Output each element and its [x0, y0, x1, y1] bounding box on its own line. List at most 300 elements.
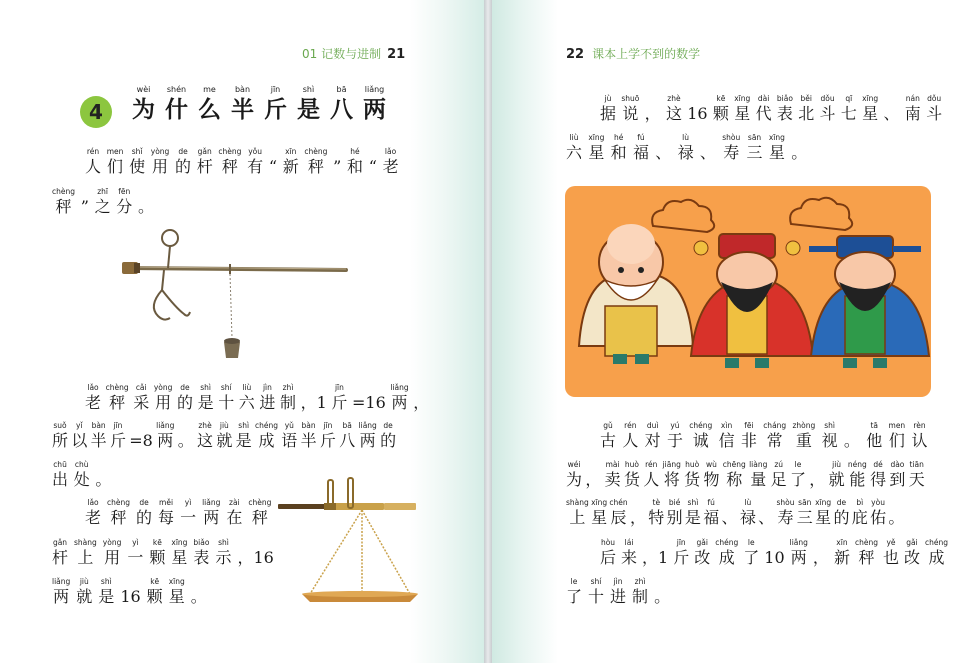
ruby-char: [133, 382, 149, 413]
hanzi: 就: [216, 431, 233, 450]
ruby-char: [905, 93, 921, 124]
ruby-char: [110, 420, 126, 451]
hanzi: 老: [85, 393, 102, 412]
ruby-char: [136, 497, 152, 528]
hanzi: 于: [666, 431, 683, 450]
ruby-char: [740, 497, 756, 528]
pinyin: shì: [238, 421, 250, 430]
pinyin: liù: [242, 383, 252, 392]
hanzi: 是: [235, 431, 252, 450]
pinyin: me: [203, 85, 216, 94]
hanzi: 是: [297, 97, 320, 123]
ruby-char: [833, 497, 849, 528]
ruby-char: [722, 497, 738, 528]
text-line: [85, 146, 399, 177]
hanzi: 是: [197, 393, 214, 412]
pinyin: dǒu: [927, 94, 942, 103]
hanzi: 分: [116, 197, 133, 216]
pinyin: liǎng: [52, 577, 71, 586]
ruby-char: [758, 497, 774, 528]
hanzi: 秤: [55, 197, 72, 216]
ruby-char: [301, 420, 317, 451]
hanzi: 这: [665, 104, 682, 123]
ruby-char: [566, 459, 582, 490]
hanzi: 六: [238, 393, 255, 412]
hanzi: 老: [85, 508, 102, 527]
hanzi: ”: [80, 197, 89, 216]
hanzi: 来: [621, 548, 638, 567]
hanzi: 南: [904, 104, 921, 123]
pinyin: chū: [53, 460, 67, 469]
ruby-char: [749, 459, 767, 490]
hanzi: 的: [175, 157, 192, 176]
pinyin: yǐ: [76, 421, 83, 430]
pinyin: xīng: [171, 538, 188, 547]
hanzi: 表: [776, 104, 793, 123]
ruby-char: [622, 420, 638, 451]
hanzi: 星: [862, 104, 879, 123]
pinyin: men: [106, 147, 124, 156]
hanzi: 斗: [819, 104, 836, 123]
pinyin: rén: [645, 460, 658, 469]
pinyin: měi: [159, 498, 174, 507]
hanzi: 特: [648, 508, 665, 527]
ruby-char: [815, 497, 831, 528]
pinyin: liǎng: [789, 538, 808, 547]
pinyin: le: [747, 538, 755, 547]
hanzi: 斤: [331, 393, 348, 412]
ruby-char: [347, 146, 363, 177]
ruby-char: [713, 93, 729, 124]
hanzi: 斤: [109, 431, 126, 450]
text-line: [600, 420, 928, 451]
ruby-char: [138, 186, 154, 217]
ruby-char: [883, 93, 899, 124]
hanzi: 秤: [109, 393, 126, 412]
hanzi: 所: [52, 431, 69, 450]
pinyin: cǎi: [135, 383, 147, 392]
pinyin: zú: [774, 460, 784, 469]
ruby-char: [127, 537, 143, 568]
pinyin: fú: [637, 133, 645, 142]
hanzi: 寿: [723, 143, 740, 162]
pinyin: jiù: [79, 577, 89, 586]
steelyard-illustration: [118, 228, 350, 362]
pinyin: liǎng: [364, 85, 385, 94]
ruby-char: [193, 537, 209, 568]
pinyin: gǎn: [52, 538, 68, 547]
hanzi: 秤: [221, 157, 238, 176]
ruby-char: [870, 459, 886, 490]
pinyin: zài: [229, 498, 240, 507]
ruby-char: [792, 420, 815, 451]
ruby-char: [844, 420, 860, 451]
hanzi: 非: [740, 431, 757, 450]
ruby-char: [866, 420, 882, 451]
text-line: [600, 93, 942, 124]
ruby-char: [925, 537, 948, 568]
pinyin: lù: [682, 133, 690, 142]
pinyin: xīng: [815, 498, 832, 507]
ruby-char: [383, 146, 399, 177]
hanzi: 之: [94, 197, 111, 216]
ruby-char: [685, 497, 701, 528]
pinyin: gǎi: [696, 538, 708, 547]
pinyin: shì: [302, 85, 315, 94]
ruby-char: [889, 420, 906, 451]
pinyin: chéng: [715, 538, 739, 547]
ruby-char: [81, 186, 89, 217]
hanzi: 为: [566, 470, 583, 489]
ruby-char: [822, 420, 838, 451]
pinyin: biǎo: [193, 538, 210, 547]
hanzi: 16: [120, 587, 141, 606]
pinyin: kē: [152, 538, 162, 547]
pinyin: zhè: [667, 94, 681, 103]
hanzi: 秤: [110, 508, 127, 527]
hanzi: ，1: [300, 393, 327, 412]
pinyin: shàng: [74, 538, 97, 547]
hanzi: 颗: [149, 548, 166, 567]
hanzi: 人: [622, 431, 639, 450]
ruby-char: [129, 420, 153, 451]
ruby-char: [684, 459, 700, 490]
ruby-char: [202, 497, 220, 528]
ruby-char: [610, 576, 626, 607]
text-line: [566, 576, 670, 607]
ruby-char: [177, 382, 193, 413]
pinyin: fēn: [118, 187, 131, 196]
pinyin: lǎo: [384, 147, 397, 156]
hanzi: 秤: [251, 508, 268, 527]
ruby-char: [734, 93, 750, 124]
pinyin: xīn: [836, 538, 848, 547]
ruby-char: [304, 146, 327, 177]
text-line: [566, 459, 925, 490]
pinyin: liàng: [749, 460, 768, 469]
text-line: [52, 576, 207, 607]
hanzi: 对: [644, 431, 661, 450]
ruby-char: [197, 146, 213, 177]
hanzi: 货: [623, 470, 640, 489]
pinyin: dài: [757, 94, 770, 103]
left-gutter-shade: [410, 0, 488, 663]
hanzi: 六: [566, 143, 583, 162]
pinyin: wù: [706, 460, 717, 469]
pinyin: yǒu: [248, 147, 263, 156]
ruby-char: [632, 576, 648, 607]
pinyin: dé: [873, 460, 883, 469]
ruby-char: [605, 459, 621, 490]
ruby-char: [889, 459, 905, 490]
ruby-char: [74, 459, 90, 490]
ruby-char: [95, 459, 111, 490]
ruby-char: [95, 186, 111, 217]
pinyin: chēng: [722, 460, 746, 469]
ruby-char: [764, 537, 784, 568]
hanzi: 两: [359, 431, 376, 450]
ruby-char: [609, 497, 627, 528]
pinyin: shì: [200, 383, 211, 392]
hanzi: 七: [840, 104, 857, 123]
hanzi: ，1: [642, 548, 669, 567]
hanzi: 两: [157, 431, 174, 450]
hanzi: 禄: [739, 508, 756, 527]
pinyin: rén: [624, 421, 637, 430]
ruby-char: [85, 382, 101, 413]
ruby-char: [798, 93, 814, 124]
pinyin: gǔ: [603, 421, 613, 430]
ruby-char: [673, 537, 689, 568]
pinyin: de: [383, 421, 393, 430]
ruby-char: [218, 146, 241, 177]
pinyin: chèng: [854, 538, 878, 547]
ruby-char: [247, 146, 263, 177]
hanzi: 就: [828, 470, 845, 489]
hanzi: 制: [632, 587, 649, 606]
ruby-char: [834, 537, 850, 568]
pinyin: kē: [150, 577, 160, 586]
pinyin: jīn: [323, 421, 333, 430]
pinyin: chéng: [925, 538, 949, 547]
hanzi: 据: [600, 104, 617, 123]
ruby-char: [769, 132, 785, 163]
hanzi: 常: [766, 431, 783, 450]
ruby-char: [147, 576, 163, 607]
ruby-char: [829, 459, 845, 490]
right-gutter-shade: [488, 0, 558, 663]
ruby-char: [566, 497, 589, 528]
ruby-char: [52, 537, 68, 568]
hanzi: 是: [684, 508, 701, 527]
ruby-char: [255, 420, 278, 451]
hanzi: 颗: [712, 104, 729, 123]
ruby-char: [264, 84, 287, 125]
ruby-char: [280, 382, 296, 413]
hanzi: 称: [726, 470, 743, 489]
balance-scale-illustration: [274, 470, 420, 608]
pinyin: hé: [350, 147, 360, 156]
ruby-char: [103, 537, 122, 568]
pinyin: men: [888, 421, 906, 430]
ruby-char: [129, 146, 145, 177]
hanzi: 。: [843, 431, 860, 450]
hanzi: 有: [247, 157, 264, 176]
hanzi: 杆: [196, 157, 213, 176]
pinyin: bàn: [234, 85, 251, 94]
pinyin: le: [570, 577, 578, 586]
hanzi: 用: [152, 157, 169, 176]
ruby-char: [645, 93, 661, 124]
hanzi: 人: [643, 470, 660, 489]
hanzi: 在: [226, 508, 243, 527]
ruby-char: [297, 84, 320, 125]
ruby-char: [566, 132, 582, 163]
pinyin: chéng: [254, 421, 278, 430]
ruby-char: [912, 420, 928, 451]
pinyin: shén: [166, 85, 187, 94]
ruby-char: [591, 497, 607, 528]
ruby-char: [180, 497, 196, 528]
hanzi: 后: [600, 548, 617, 567]
hanzi: 了: [566, 587, 583, 606]
ruby-char: [624, 459, 640, 490]
text-line: [566, 132, 807, 163]
ruby-char: [151, 146, 170, 177]
hanzi: 了: [743, 548, 760, 567]
ruby-char: [154, 382, 173, 413]
fu-lu-shou-illustration: [565, 186, 931, 397]
hanzi: 斤: [673, 548, 690, 567]
pinyin: lù: [744, 498, 752, 507]
ruby-char: [333, 146, 341, 177]
hanzi: 说: [622, 104, 639, 123]
hanzi: ”: [333, 157, 342, 176]
hanzi: 视: [821, 431, 838, 450]
hanzi: 、: [655, 143, 672, 162]
pinyin: shí: [590, 577, 602, 586]
ruby-char: [621, 537, 637, 568]
hanzi: 庇: [851, 508, 868, 527]
pinyin: kē: [716, 94, 726, 103]
hanzi: 采: [133, 393, 150, 412]
pinyin: le: [794, 460, 802, 469]
ruby-char: [883, 537, 899, 568]
hanzi: 得: [870, 470, 887, 489]
ruby-char: [106, 382, 129, 413]
ruby-char: [218, 382, 234, 413]
pinyin: jù: [604, 94, 612, 103]
hanzi: “: [368, 157, 377, 176]
pinyin: shòu: [776, 498, 795, 507]
book-spine: [484, 0, 492, 663]
pinyin: jiù: [832, 460, 842, 469]
text-line: [85, 382, 429, 413]
pinyin: jiāng: [662, 460, 681, 469]
ruby-char: [380, 420, 396, 451]
ruby-char: [621, 93, 639, 124]
hanzi: 使: [129, 157, 146, 176]
hanzi: 杆: [52, 548, 69, 567]
pinyin: xīng: [734, 94, 751, 103]
ruby-char: [52, 420, 68, 451]
hanzi: 别: [666, 508, 683, 527]
ruby-char: [198, 84, 221, 125]
ruby-char: [231, 84, 254, 125]
hanzi: ，: [812, 548, 829, 567]
hanzi: 们: [107, 157, 124, 176]
hanzi: 星: [768, 143, 785, 162]
pinyin: sān: [798, 498, 812, 507]
hanzi: 这: [197, 431, 214, 450]
hanzi: 寿: [777, 508, 794, 527]
book-title-label: 课本上学不到的数学: [592, 47, 701, 61]
ruby-char: [390, 382, 408, 413]
ruby-char: [149, 537, 165, 568]
ruby-char: [236, 420, 252, 451]
hanzi: 到: [889, 470, 906, 489]
hanzi: 重: [795, 431, 812, 450]
pinyin: gǎn: [197, 147, 212, 156]
hanzi: 颗: [146, 587, 163, 606]
ruby-char: [85, 497, 101, 528]
ruby-char: [175, 146, 191, 177]
ruby-char: [566, 576, 582, 607]
ruby-char: [330, 84, 353, 125]
pinyin: jīn: [270, 85, 281, 94]
pinyin: biǎo: [776, 94, 793, 103]
ruby-char: [852, 497, 868, 528]
hanzi: 和: [610, 143, 627, 162]
hanzi: 的: [176, 393, 193, 412]
ruby-char: [848, 459, 867, 490]
pinyin: shì: [100, 577, 112, 586]
ruby-char: [904, 537, 920, 568]
ruby-char: [239, 382, 255, 413]
hanzi: ，: [413, 393, 430, 412]
ruby-char: [198, 382, 214, 413]
hanzi: 每: [158, 508, 175, 527]
pinyin: de: [178, 147, 188, 156]
ruby-char: [600, 420, 616, 451]
hanzi: 、: [758, 508, 775, 527]
hanzi: 进: [610, 587, 627, 606]
ruby-char: [600, 537, 616, 568]
ruby-char: [809, 459, 825, 490]
hanzi: 禄: [677, 143, 694, 162]
pinyin: jìn: [613, 577, 623, 586]
ruby-char: [909, 459, 925, 490]
text-line: [52, 420, 396, 451]
pinyin: bì: [856, 498, 864, 507]
ruby-char: [158, 497, 174, 528]
hanzi: 八: [330, 97, 353, 123]
hanzi: 古: [600, 431, 617, 450]
hanzi: 半: [90, 431, 107, 450]
pinyin: huò: [685, 460, 700, 469]
hanzi: =8: [129, 431, 153, 450]
ruby-char: [790, 459, 806, 490]
ruby-char: [169, 576, 185, 607]
pinyin: xīng: [168, 577, 185, 586]
ruby-char: [722, 132, 740, 163]
pinyin: chèng: [52, 187, 76, 196]
ruby-char: [52, 576, 70, 607]
hanzi: 的: [833, 508, 850, 527]
pinyin: néng: [847, 460, 867, 469]
hanzi: 货: [684, 470, 701, 489]
pinyin: jīn: [676, 538, 686, 547]
ruby-char: [689, 420, 712, 451]
text-line: [85, 497, 271, 528]
hanzi: 和: [346, 157, 363, 176]
hanzi: ，16: [237, 548, 274, 567]
hanzi: 两: [363, 97, 386, 123]
hanzi: 量: [750, 470, 767, 489]
pinyin: shì: [218, 538, 229, 547]
hanzi: 为: [132, 97, 155, 123]
ruby-char: [191, 576, 207, 607]
pinyin: chèng: [107, 498, 131, 507]
hanzi: 北: [798, 104, 815, 123]
pinyin: tè: [652, 498, 661, 507]
ruby-char: [363, 84, 386, 125]
hanzi: 三: [746, 143, 763, 162]
hanzi: 上: [77, 548, 94, 567]
ruby-char: [654, 576, 670, 607]
hanzi: 以: [71, 431, 88, 450]
ruby-char: [120, 576, 140, 607]
